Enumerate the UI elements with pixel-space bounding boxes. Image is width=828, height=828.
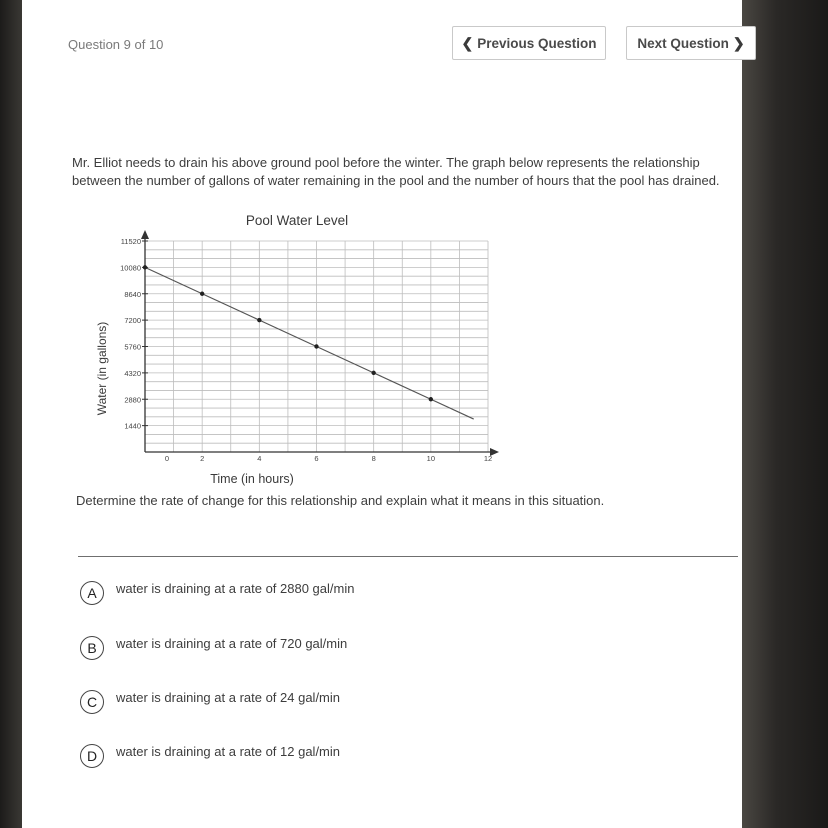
x-tick-label: 4 [257, 454, 262, 463]
data-line [145, 267, 474, 419]
y-tick-label: 11520 [120, 237, 141, 246]
y-axis-arrow [141, 230, 149, 239]
x-tick-label: 2 [200, 454, 205, 463]
previous-question-button[interactable] [452, 26, 606, 60]
choice-c-letter[interactable]: C [80, 690, 104, 714]
question-text: Mr. Elliot needs to drain his above ground pool before the winter. The graph below represents the relationship between the number of gallons of water remaining in the pool and the number of hours that the pool has drained. [72, 155, 720, 188]
y-axis-label: Water (in gallons) [95, 321, 109, 416]
y-tick-label: 4320 [124, 368, 141, 378]
choice-b[interactable] [80, 636, 680, 666]
answer-divider [78, 556, 738, 557]
device-bezel-left [0, 0, 22, 828]
data-point [143, 265, 147, 269]
y-tick-label: 10080 [120, 263, 141, 273]
pool-water-chart [22, 205, 742, 487]
choice-a-text: water is draining at a rate of 2880 gal/min [116, 581, 355, 596]
y-tick-label: 5760 [124, 342, 141, 352]
question-prompt: Determine the rate of change for this relationship and explain what it means in this situation. [76, 493, 605, 508]
header-bar [22, 0, 745, 90]
x-tick-label: 0 [164, 454, 170, 463]
y-tick-label: 8640 [124, 289, 141, 299]
question-counter: Question 9 of 10 [68, 37, 164, 52]
quiz-screen [22, 0, 745, 828]
choice-b-letter[interactable]: B [80, 636, 104, 660]
y-tick-label: 2880 [124, 395, 141, 405]
choice-d[interactable] [80, 744, 680, 774]
choice-c-text: water is draining at a rate of 24 gal/min [116, 690, 341, 705]
choice-a-letter[interactable]: A [80, 581, 104, 605]
data-point [257, 318, 261, 322]
data-point [429, 397, 433, 401]
choice-d-text: water is draining at a rate of 12 gal/min [116, 744, 341, 759]
x-tick-label: 12 [483, 454, 493, 463]
chevron-right-icon: ❯ [732, 34, 745, 51]
next-question-label: Next Question [637, 35, 729, 51]
x-tick-label: 6 [314, 454, 319, 463]
x-tick-label: 10 [426, 454, 436, 463]
data-point [314, 344, 318, 348]
data-point [200, 292, 204, 296]
y-tick-label: 1440 [124, 421, 141, 431]
y-tick-label: 7200 [124, 316, 141, 326]
chart-title: Pool Water Level [245, 213, 349, 228]
choice-b-text: water is draining at a rate of 720 gal/min [116, 636, 348, 651]
chevron-left-icon: ❮ [461, 34, 474, 51]
data-point [371, 371, 375, 375]
previous-question-label: Previous Question [477, 35, 597, 51]
next-question-button[interactable] [626, 26, 756, 60]
device-bezel-right [742, 0, 828, 828]
choice-a[interactable] [80, 581, 680, 611]
x-tick-label: 8 [371, 454, 376, 463]
choice-c[interactable] [80, 690, 680, 720]
x-axis-label: Time (in hours) [210, 472, 294, 486]
choice-d-letter[interactable]: D [80, 744, 104, 768]
